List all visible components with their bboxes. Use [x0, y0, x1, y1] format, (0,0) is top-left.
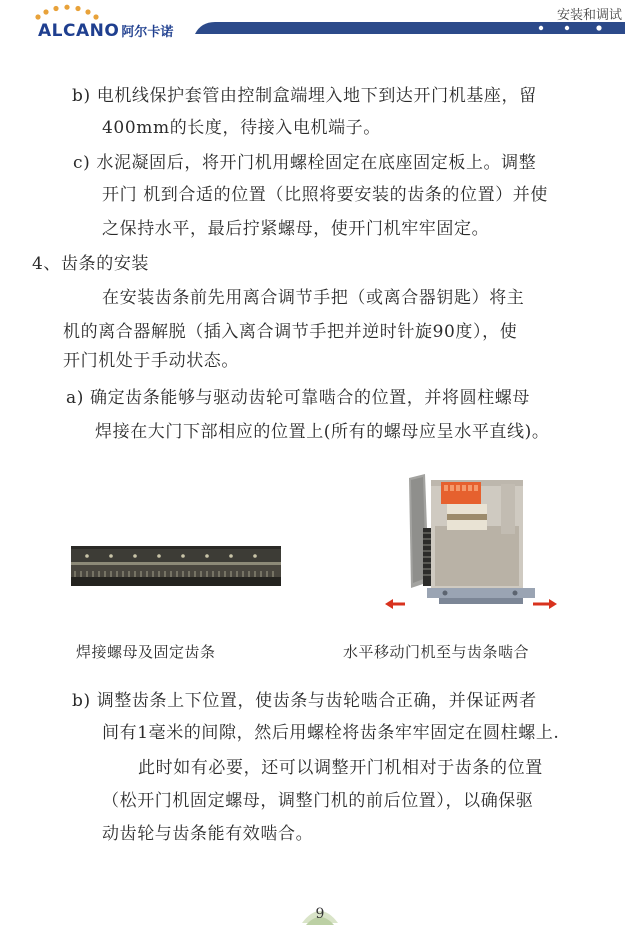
caption-left: 焊接螺母及固定齿条: [76, 643, 216, 661]
brand-name-cn: 阿尔卡诺: [121, 25, 174, 40]
note-line2: （松开门机固定螺母，调整门机的前后位置），以确保驱: [102, 791, 534, 811]
intro-line3: 开门机处于手动状态。: [63, 351, 239, 371]
para-a-line2: 焊接在大门下部相应的位置上(所有的螺母应呈水平直线)。: [95, 422, 550, 442]
para-c-line1: c) 水泥凝固后，将开门机用螺栓固定在底座固定板上。调整: [73, 153, 537, 173]
section-heading-4: 4、齿条的安装: [32, 254, 150, 274]
header-decorative-band: [195, 22, 625, 34]
para-a-line1: a) 确定齿条能够与驱动齿轮可靠啮合的位置，并将圆柱螺母: [66, 388, 530, 408]
section-title: 安装和调试: [556, 8, 622, 23]
rack-welding-photo: [71, 546, 281, 586]
note-line1: 此时如有必要，还可以调整开门机相对于齿条的位置: [138, 758, 543, 778]
page-header: [0, 0, 640, 48]
page-number: [300, 903, 340, 927]
brand-name: ALCANO 阿尔卡诺: [38, 21, 174, 41]
page-number-text: 9: [315, 906, 325, 922]
intro-line1: 在安装齿条前先用离合调节手把（或离合器钥匙）将主: [102, 288, 525, 308]
para-c-line2: 开门 机到合适的位置（比照将要安装的齿条的位置）并使: [102, 185, 549, 205]
para-b-line1: b) 电机线保护套管由控制盒端埋入地下到达开门机基座，留: [72, 86, 537, 106]
logo-dots-icon: [32, 4, 102, 20]
caption-right: 水平移动门机至与齿条啮合: [343, 643, 530, 661]
gate-motor-photo: [383, 470, 563, 615]
para-b2-line2: 间有1毫米的间隙，然后用螺栓将齿条牢牢固定在圆柱螺上.: [102, 723, 560, 743]
intro-line2: 机的离合器解脱（插入离合调节手把并逆时针旋90度），使: [63, 322, 518, 342]
brand-logo: [28, 4, 208, 44]
note-line3: 动齿轮与齿条能有效啮合。: [102, 824, 314, 844]
para-b-line2: 400mm的长度，待接入电机端子。: [102, 118, 381, 138]
para-b2-line1: b) 调整齿条上下位置，使齿条与齿轮啮合正确，并保证两者: [72, 691, 537, 711]
para-c-line3: 之保持水平，最后拧紧螺母，使开门机牢牢固定。: [102, 219, 490, 239]
